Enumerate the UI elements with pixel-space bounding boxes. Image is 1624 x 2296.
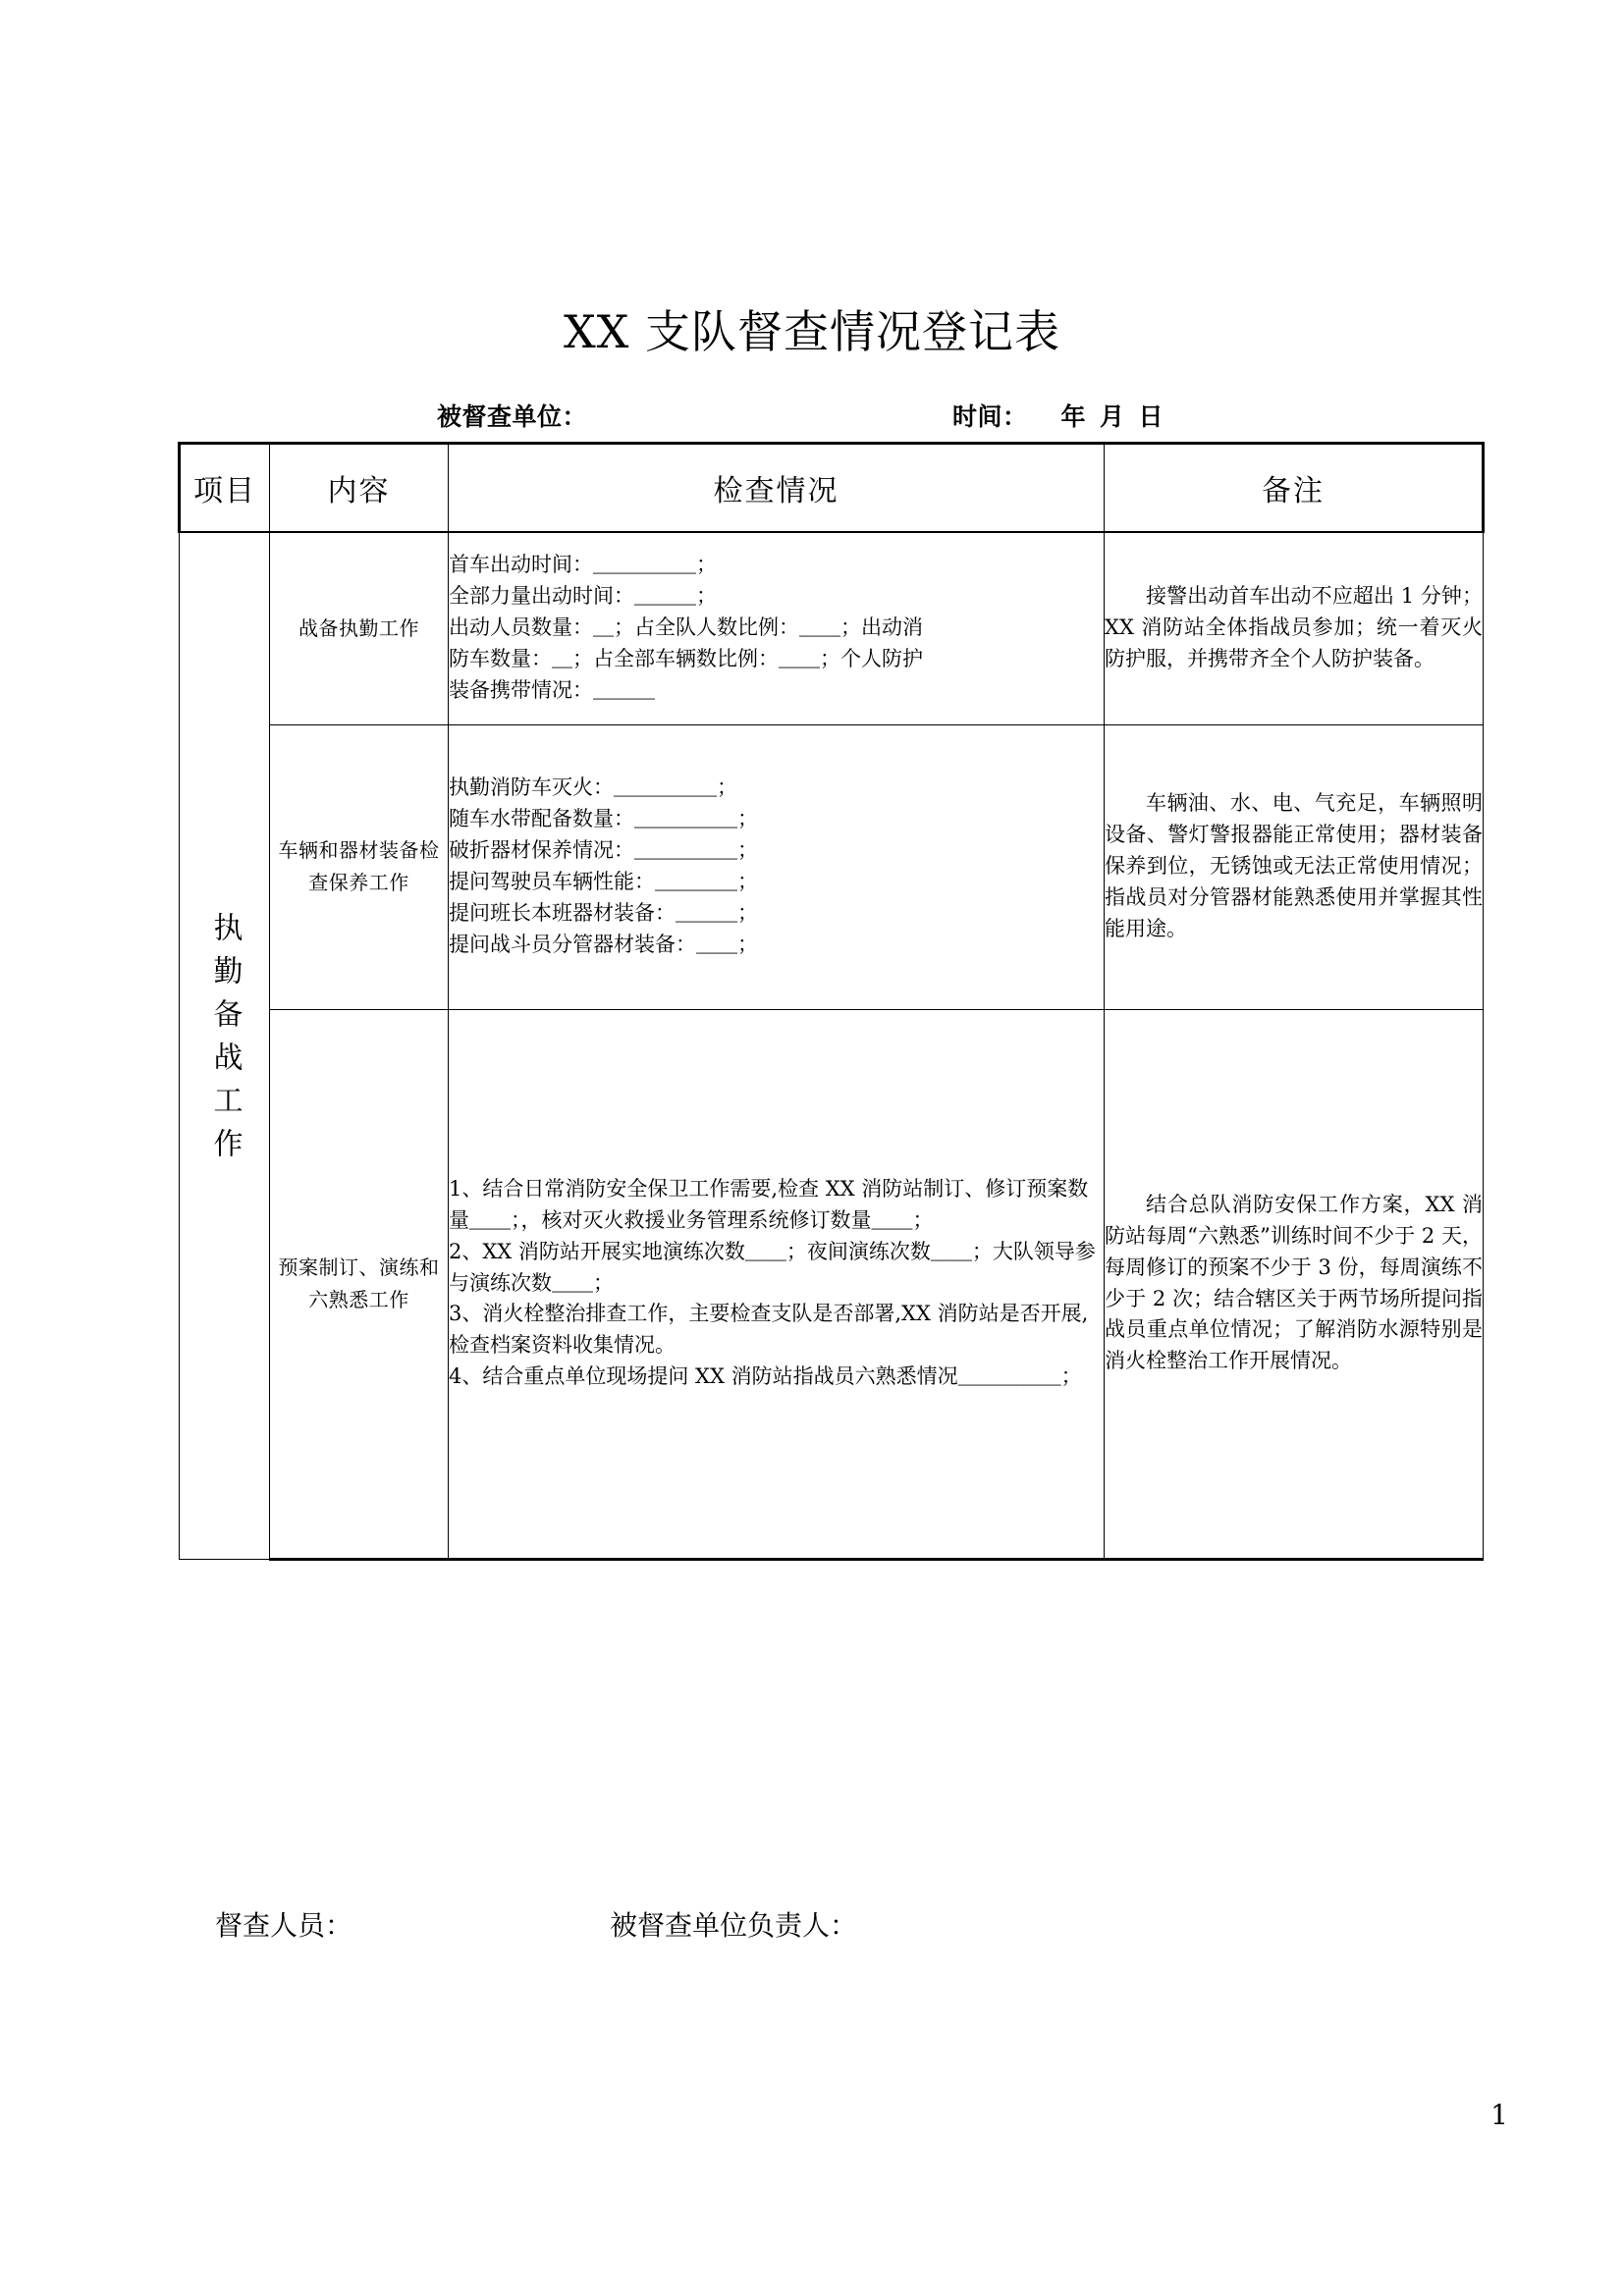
table-header-row <box>180 444 1484 533</box>
inspector-label: 督查人员： <box>215 1909 353 1942</box>
inspection-line: 1、结合日常消防安全保卫工作需要,检查 XX 消防站制订、修订预案数量＿＿；，核对灭火救援业务管理系统修订数量＿＿； <box>449 1176 1089 1232</box>
year-label: 年 <box>1060 402 1087 431</box>
row-inspection-cell <box>449 1009 1105 1559</box>
inspection-line: 首车出动时间：＿＿＿＿＿； <box>449 553 717 577</box>
inspection-line: 3、消火栓整治排查工作，主要检查支队是否部署,XX 消防站是否开展,检查档案资料收集情况。 <box>449 1302 1089 1358</box>
inspection-line: 装备携带情况：＿＿＿ <box>449 678 655 703</box>
inspection-line: 防车数量：＿；占全部车辆数比例：＿＿；个人防护 <box>449 647 923 671</box>
inspection-table <box>178 442 1485 1561</box>
remark-text: 接警出动首车出动不应超出 1 分钟；XX 消防站全体指战员参加；统一着灭火防护服，并携带齐全个人防护装备。 <box>1105 584 1483 671</box>
date-label: 时间： <box>952 402 1028 431</box>
row-remark-cell <box>1105 532 1484 724</box>
page-title: XX 支队督查情况登记表 <box>563 305 1061 358</box>
row-content-label: 战备执勤工作 <box>270 532 449 724</box>
remark-text: 车辆油、水、电、气充足，车辆照明设备、警灯警报器能正常使用；器材装备保养到位，无锈蚀或无法正常使用情况；指战员对分管器材能熟悉使用并掌握其性能用途。 <box>1105 791 1483 940</box>
date-group <box>952 398 1164 433</box>
header-remark: 备注 <box>1105 444 1484 533</box>
month-label: 月 <box>1100 402 1125 431</box>
subtitle-row <box>177 398 1483 437</box>
header-content: 内容 <box>270 444 449 533</box>
inspected-unit-label: 被督查单位： <box>437 402 588 431</box>
signature-row <box>178 1904 1484 1949</box>
table-row <box>180 724 1484 1009</box>
inspection-line: 出动人员数量：＿；占全队人数比例：＿＿；出动消 <box>449 615 923 640</box>
row-content-label: 车辆和器材装备检查保养工作 <box>270 724 449 1009</box>
page-number: 1 <box>1490 2099 1508 2131</box>
row-remark-cell <box>1105 724 1484 1009</box>
inspection-line: 破折器材保养情况：＿＿＿＿＿； <box>449 838 758 863</box>
header-inspection: 检查情况 <box>449 444 1105 533</box>
inspection-line: 提问班长本班器材装备：＿＿＿； <box>449 900 758 925</box>
inspection-line: 提问战斗员分管器材装备：＿＿； <box>449 932 758 956</box>
category-label: 执勤备战工作 <box>207 912 243 1172</box>
remark-text: 结合总队消防安保工作方案，XX 消防站每周“六熟悉”训练时间不少于 2 天，每周修订的预案不少于 3 份，每周演练不少于 2 次；结合辖区关于两节场所提问指战员重点单位情况；了解消防水源特别是消火栓整治工作开展情况。 <box>1105 1192 1483 1373</box>
responsible-person-label: 被督查单位负责人： <box>610 1909 858 1942</box>
table-row <box>180 532 1484 724</box>
day-label: 日 <box>1138 402 1164 431</box>
inspection-line: 4、结合重点单位现场提问 XX 消防站指战员六熟悉情况＿＿＿＿＿； <box>449 1364 1082 1389</box>
inspection-line: 执勤消防车灭火：＿＿＿＿＿； <box>449 775 737 800</box>
table-row <box>180 1009 1484 1559</box>
row-remark-cell <box>1105 1009 1484 1559</box>
category-cell <box>180 532 270 1559</box>
row-inspection-cell <box>449 532 1105 724</box>
inspection-line: 2、XX 消防站开展实地演练次数＿＿；夜间演练次数＿＿；大队领导参与演练次数＿＿； <box>449 1239 1096 1295</box>
row-inspection-cell <box>449 724 1105 1009</box>
row-content-label: 预案制订、演练和六熟悉工作 <box>270 1009 449 1559</box>
inspection-line: 提问驾驶员车辆性能：＿＿＿＿； <box>449 870 758 893</box>
header-project: 项目 <box>180 444 270 533</box>
inspection-line: 全部力量出动时间：＿＿＿； <box>449 584 717 609</box>
inspection-line: 随车水带配备数量：＿＿＿＿＿； <box>449 807 758 831</box>
